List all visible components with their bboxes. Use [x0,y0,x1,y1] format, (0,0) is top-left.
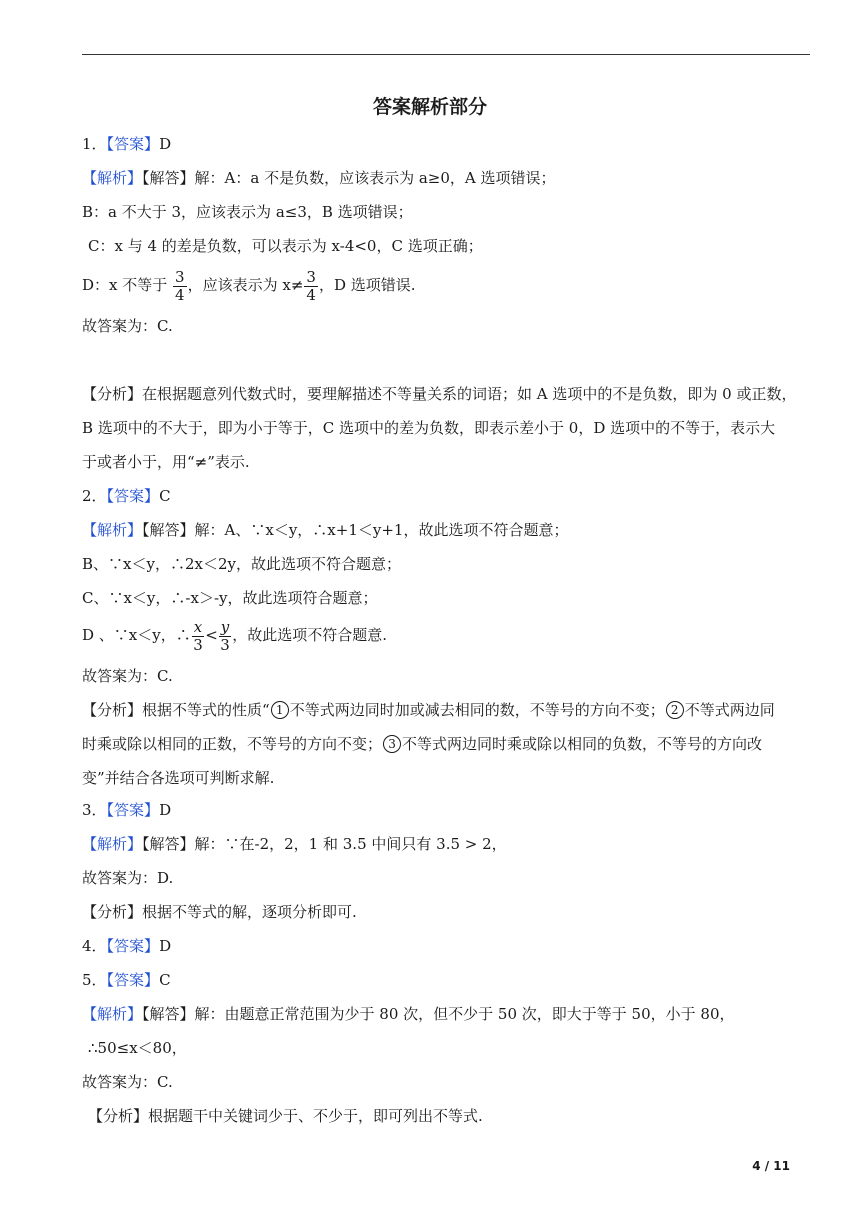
fraction-numerator: 3 [175,267,185,286]
answer-tag: 【答案】 [106,971,160,989]
jieda-tag: 【解答】 [142,169,195,187]
q5-answer: C [159,971,171,989]
q4-answer-line [82,936,171,956]
fraction-three-quarters-2 [304,269,318,304]
q2-analysis-text-2a: 时乘或除以相同的正数，不等号的方向不变； [82,735,383,753]
q5-analysis-line [88,1106,483,1126]
q2-answer-line [82,486,171,506]
q3-conclusion: 故答案为：D. [82,869,174,887]
jiexi-tag: 【解析】 [82,835,143,853]
q3-answer: D [159,801,172,819]
q1-text-4b: ，应该表示为 x≠ [187,276,304,294]
q5-analysis-text: 根据题干中关键词少于、不少于，即可列出不等式. [148,1107,483,1125]
jiexi-tag: 【解析】 [82,1005,143,1023]
fraction-numerator: y [220,617,230,636]
fraction-denominator: 4 [306,285,316,304]
q1-number: 1． [82,135,107,153]
q5-solution-line-1 [82,1004,735,1024]
jieda-tag: 【解答】 [142,521,195,539]
q3-answer-line [82,800,171,820]
q2-solution-text-1: 解：A、∵x＜y，∴x+1＜y+1，故此选项不符合题意； [194,521,569,539]
fraction-numerator: 3 [306,267,316,286]
q4-number: 4． [82,937,107,955]
fenxi-tag: 【分析】 [88,1107,149,1125]
answer-tag: 【答案】 [106,487,160,505]
q1-conclusion: 故答案为：C. [82,317,173,335]
q2-number: 2． [82,487,107,505]
fenxi-tag: 【分析】 [82,701,143,719]
q2-analysis-text-1c: 不等式两边同 [684,701,775,719]
fraction-numerator: x [193,617,203,636]
q2-conclusion: 故答案为：C. [82,667,173,685]
q2-answer: C [159,487,171,505]
q2-analysis-text-2b: 不等式两边同时乘或除以相同的负数，不等号的方向改 [402,735,763,753]
fraction-x-over-3 [192,619,204,654]
answer-tag: 【答案】 [106,937,160,955]
fraction-denominator: 3 [193,635,203,654]
fenxi-tag: 【分析】 [82,385,143,403]
q2-solution-line-1 [82,520,568,540]
fraction-denominator: 4 [175,285,185,304]
q3-solution-text-1: 解：∵在-2，2，1 和 3.5 中间只有 3.5 > 2， [194,835,507,853]
q2-text-4b: ，故此选项不符合题意. [232,626,388,644]
circled-one-icon: 1 [271,701,289,719]
q2-solution-line-4 [82,616,387,654]
fraction-denominator: 3 [220,635,230,654]
q3-analysis-text: 根据不等式的解，逐项分析即可. [142,903,357,921]
q1-answer-line [82,134,171,154]
q2-solution-line-2: B、∵x＜y，∴2x＜2y，故此选项不符合题意； [82,555,401,573]
q5-solution-line-2: ∴50≤x＜80， [88,1039,187,1057]
q2-analysis-line-2 [82,734,762,754]
fenxi-tag: 【分析】 [82,903,143,921]
page-number: 4 / 11 [752,1159,790,1173]
less-than-sign: < [205,626,218,644]
fraction-three-quarters [173,269,187,304]
q4-answer: D [159,937,172,955]
q2-analysis-line-3: 变”并结合各选项可判断求解. [82,769,275,787]
q3-number: 3． [82,801,107,819]
q1-solution-line-3: C：x 与 4 的差是负数，可以表示为 x-4<0，C 选项正确； [88,237,483,255]
q3-analysis-line [82,902,357,922]
jiexi-tag: 【解析】 [82,169,143,187]
q5-conclusion: 故答案为：C. [82,1073,173,1091]
q1-text-4a: D：x 不等于 [82,276,168,294]
header-rule [82,54,810,55]
q2-solution-line-3: C、∵x＜y，∴-x＞-y，故此选项符合题意； [82,589,378,607]
q1-solution-line-4 [82,266,416,304]
q2-analysis-text-1a: 根据不等式的性质“ [142,701,270,719]
q1-analysis-line-1 [82,384,796,404]
q1-text-4c: ，D 选项错误. [318,276,416,294]
fraction-y-over-3 [219,619,231,654]
q1-analysis-line-3: 于或者小于，用“≠”表示. [82,453,250,471]
q5-solution-text-1: 解：由题意正常范围为少于 80 次，但不少于 50 次，即大于等于 50，小于 80， [194,1005,735,1023]
q1-analysis-text-1: 在根据题意列代数式时，要理解描述不等量关系的词语；如 A 选项中的不是负数，即为 0 或正数， [142,385,797,403]
q1-answer: D [159,135,172,153]
jieda-tag: 【解答】 [142,1005,195,1023]
q2-analysis-text-1b: 不等式两边同时加或减去相同的数，不等号的方向不变； [289,701,665,719]
q2-analysis-line-1 [82,700,775,720]
jieda-tag: 【解答】 [142,835,195,853]
answer-tag: 【答案】 [106,801,160,819]
q1-solution-line-2: B：a 不大于 3，应该表示为 a≤3，B 选项错误； [82,203,413,221]
q5-answer-line [82,970,171,990]
q3-solution-line-1 [82,834,507,854]
jiexi-tag: 【解析】 [82,521,143,539]
q1-analysis-line-2: B 选项中的不大于，即为小于等于，C 选项中的差为负数，即表示差小于 0，D 选项中的不等于，表示大 [82,419,776,437]
circled-two-icon: 2 [666,701,684,719]
q5-number: 5． [82,971,107,989]
q1-solution-text-1: 解：A：a 不是负数，应该表示为 a≥0，A 选项错误； [194,169,556,187]
page-title: 答案解析部分 [372,96,487,118]
circled-three-icon: 3 [383,735,401,753]
q1-solution-line-1 [82,168,556,188]
answer-tag: 【答案】 [106,135,160,153]
q2-text-4a: D 、∵x＜y，∴ [82,626,191,644]
